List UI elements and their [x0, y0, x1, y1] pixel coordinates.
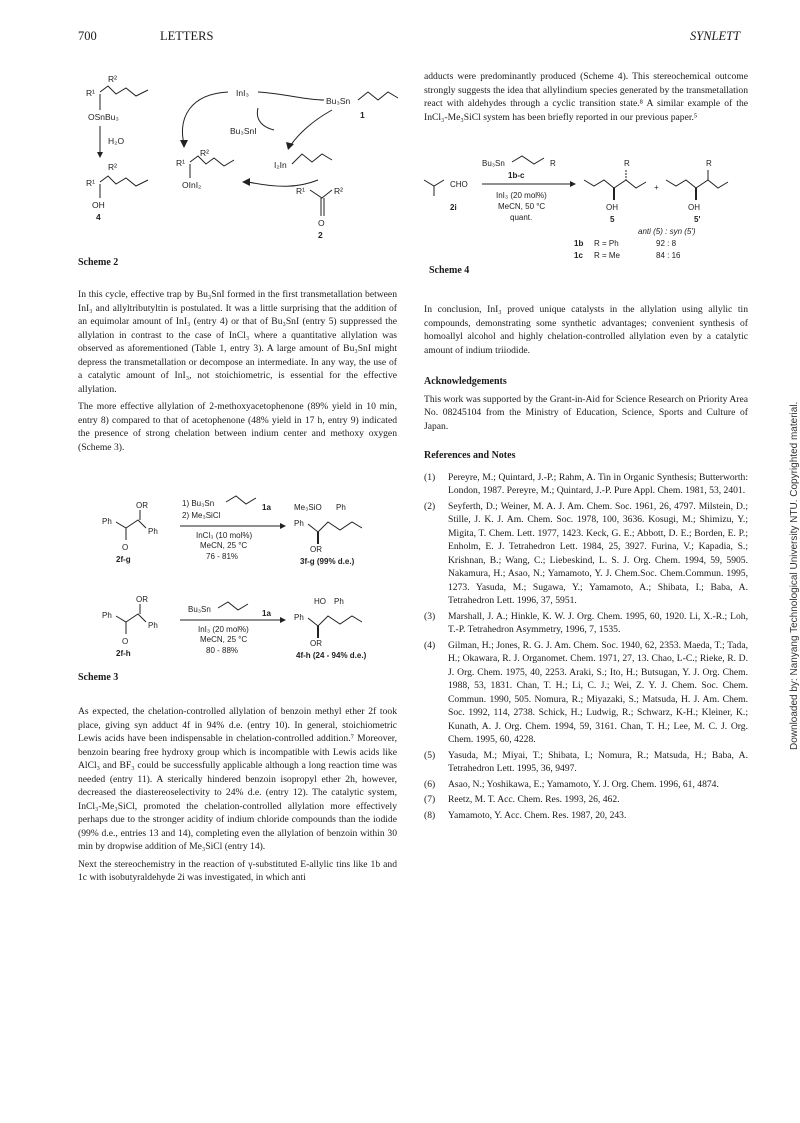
s3-top-prod-label: 3f-g (99% d.e.): [300, 557, 355, 566]
s4-row2-id: 1c: [574, 251, 583, 260]
s3-top-ph-b: Ph: [148, 527, 158, 536]
reference-text: Yasuda, M.; Miyai, T.; Shibata, I.; Nomura, R.; Matsuda, H.; Baba, A. Tetrahedron Lett. 1995, 36, 9497.: [448, 749, 748, 774]
s3-top-prod-or: OR: [310, 545, 322, 554]
s2-r1-d: R¹: [296, 186, 305, 196]
s2-cycle-arrow-left: [183, 92, 228, 144]
s4-cond1: InI₃ (20 mol%): [496, 191, 547, 200]
s4-cond2: MeCN, 50 °C: [498, 202, 546, 211]
s3-bot-ph-b: Ph: [148, 621, 158, 630]
acknowledgements-text: This work was supported by the Grant-in-Aid for Science Research on Priority Area No. 08245104 from the Ministry of Education, Science, Sports and Culture of Japan.: [424, 393, 748, 432]
s2-cycle-arrowhead-right: [286, 142, 294, 150]
scheme-4-diagram: [424, 152, 748, 264]
s3-bot-ph-c: Ph: [334, 597, 344, 606]
reference-list: [424, 471, 748, 823]
reference-item: [424, 639, 748, 747]
s4-p5b-oh: OH: [688, 203, 700, 212]
s3-bot-ph-d: Ph: [294, 613, 304, 622]
s3-bot-prod-label: 4f-h (24 - 94% d.e.): [296, 651, 367, 660]
journal-name: SYNLETT: [690, 29, 741, 43]
s2-allyl-sn: [358, 92, 398, 100]
s3-bot-prod: [308, 616, 362, 626]
s4-row2-sub: R = Me: [594, 251, 621, 260]
s4-ratio-header: anti (5) : syn (5'): [638, 227, 696, 236]
scheme-3-caption: Scheme 3: [78, 672, 119, 683]
s3-bot-or: OR: [136, 595, 148, 604]
right-para-1: adducts were predominantly produced (Scheme 4). This stereochemical outcome strongly suggests the idea that allylindium species generated by the transmetallation react with aldehydes through a cyclic transition state.⁸ A similar example of the InCl₃-Me₃SiCl system has been briefly reported in our previous paper.⁵: [424, 71, 748, 123]
s2-r1-b: R¹: [86, 178, 95, 188]
s2-allyl-in: [292, 154, 332, 164]
section-title: LETTERS: [160, 29, 214, 43]
right-column-bottom: [424, 303, 748, 824]
s2-arrow-h2o-head: [97, 152, 103, 158]
s2-allyl-b: [100, 176, 148, 186]
right-column-top: [424, 70, 748, 128]
s4-p5b-label: 5': [694, 215, 701, 224]
s3-bot-arrowhead: [280, 617, 286, 623]
s3-top-cond3: 76 - 81%: [206, 552, 239, 561]
s2-cycle-arrow-bottom: [248, 180, 318, 186]
s2-compound-4: 4: [96, 212, 101, 222]
s3-bot-o: O: [122, 637, 129, 646]
reference-item: [424, 809, 748, 823]
s3-bot-1a: 1a: [262, 609, 271, 618]
s4-cond3: quant.: [510, 213, 533, 222]
s2-bu3sn: Bu₃Sn: [326, 96, 351, 106]
s2-cycle-arrow-topright: [258, 92, 324, 100]
reference-item: [424, 610, 748, 637]
s3-top-me3sio: Me₃SiO: [294, 503, 322, 512]
s4-reagent-allyl: [512, 156, 544, 164]
reference-number: (2): [424, 500, 436, 512]
s4-p5b-r: R: [706, 159, 712, 168]
s3-bot-reagent: Bu₃Sn: [188, 605, 211, 614]
s3-top-sm: [116, 520, 146, 528]
s4-sm-label: 2i: [450, 203, 457, 212]
s3-bot-cond2: MeCN, 25 °C: [200, 635, 248, 644]
s3-top-o: O: [122, 543, 129, 552]
reference-number: (3): [424, 610, 436, 622]
left-para-3: As expected, the chelation-controlled allylation of benzoin methyl ether 2f took place, giving syn adduct 4f in 94% d.e. (entry 10). In general, stoichiometric Lewis acids have been indispensable in chelation-controlled addition.⁷ Moreover, benzoin bearing free hydroxy group which is incompatible with Lewis acids like AlCl₃ and BF₃ could be successfully applicable although a long reaction time was needed (entry 11). A sterically hindered benzoin isopropyl ether 2h, however, decreased the diastereoselectivity to 24% d.e. (entry 12). The catalytic system, InCl₃-Me₃SiCl, promoted the chelation-controlled allylation more effectively perhaps due to the stronger acidity of indium chloride compounds than the iodide (99% d.e., entries 13 and 14), completing even the allylation of benzoin within 30 min by dropwise addition of Me₃SiCl (entry 14).: [78, 706, 397, 852]
reference-text: Marshall, J. A.; Hinkle, K. W. J. Org. Chem. 1995, 60, 1920. Li, X.-R.; Loh, T.-P. Tetrahedron Asymmetry, 1996, 7, 1535.: [448, 610, 748, 635]
s2-allyl-c: [190, 156, 234, 166]
s4-reagent-label: 1b-c: [508, 171, 525, 180]
s2-oh: OH: [92, 200, 105, 210]
left-para-1: In this cycle, effective trap by Bu₃SnI formed in the first transmetallation between InI₃ and allyltributyltin is postulated. It was a little surprising that the addition of an equimolar amount of InI₃ (entry 4) or that of Bu₃SnI (entry 5) suppressed the allylation in contrast to the case of InCl₃ where a quantitative allylation was observed as aforementioned (Table 1, entry 3). A large amount of Bu₃SnI might depress the transmetallation or decompose an intermediate. In any way, the use of a catalytic amount of InI₃, not stoichiometric, is essential for the effective allylation.: [78, 289, 397, 395]
s4-row1-id: 1b: [574, 239, 584, 248]
download-watermark: [778, 360, 800, 750]
reference-item: [424, 471, 748, 498]
s3-top-ph-c: Ph: [336, 503, 346, 512]
s3-top-ph-a: Ph: [102, 517, 112, 526]
s4-row1-ratio: 92 : 8: [656, 239, 677, 248]
s2-r1-a: R¹: [86, 88, 95, 98]
reference-text: Asao, N.; Yoshikawa, E.; Yamamoto, Y. J. Org. Chem. 1996, 61, 4874.: [448, 778, 719, 790]
s2-i2in: I₂In: [274, 160, 287, 170]
s4-row1-sub: R = Ph: [594, 239, 619, 248]
s4-row2-ratio: 84 : 16: [656, 251, 681, 260]
s2-r2-b: R²: [108, 162, 117, 172]
reference-number: (8): [424, 809, 436, 821]
s2-cycle-arrowhead-bottom: [242, 178, 250, 186]
s3-top-1a: 1a: [262, 503, 271, 512]
s3-bot-ph-a: Ph: [102, 611, 112, 620]
s3-bot-prod-or: OR: [310, 639, 322, 648]
s4-plus: +: [654, 183, 659, 192]
s3-bot-cond1: InI₃ (20 mol%): [198, 625, 249, 634]
s3-top-sm-label: 2f-g: [116, 555, 131, 564]
reference-item: [424, 778, 748, 792]
scheme-2-caption: Scheme 2: [78, 257, 119, 268]
reference-text: Pereyre, M.; Quintard, J.-P.; Rahm, A. Tin in Organic Synthesis; Butterworth: London, 1987. Pereyre, M.; Quintard, J.-P. Pure Appl. Chem. 1981, 53, 2401.: [448, 471, 748, 496]
left-para-2: The more effective allylation of 2-methoxyacetophenone (89% yield in 10 min, entry 8) compared to that of acetophenone (48% yield in 17 h, entry 9) indicated the presence of strong chelation between indium center and methoxy oxygen (Scheme 3).: [78, 401, 397, 453]
s2-allyl-a: [100, 86, 148, 96]
s4-sm-skeleton: [424, 180, 444, 186]
s4-p5b-chain: [666, 180, 728, 188]
s3-top-ph-d: Ph: [294, 519, 304, 528]
page-number: 700: [78, 29, 97, 43]
watermark-text: Downloaded by: Nanyang Technological University NTU. Copyrighted material.: [789, 401, 800, 750]
s2-o: O: [318, 218, 325, 228]
s3-top-prod: [308, 522, 362, 532]
acknowledgements-title: Acknowledgements: [424, 376, 507, 387]
s4-reagent-r: R: [550, 159, 556, 168]
s2-cycle-arrowhead-left: [180, 140, 188, 148]
reference-text: Gilman, H.; Jones, R. G. J. Am. Chem. Soc. 1940, 62, 2353. Maeda, T.; Tada, H.; Okawara, R. J. Organomet. Chem. 1971, 27, 13. Chao, L-C.; Rieke, R. D. J. Org. Chem. 1975, 40, 2253. Araki, S.; Ito, H.; Butsugan, Y. J. Org. Chem. 1988, 53, 1831. Chan, T. H.; Li, C. J.; Wei, Z. Y. J. Chem. Soc. Chem. Commun. 1990, 505. Nomura, R.; Miyazaki, S.; Matsuda, H. J. Am. Chem. Soc. 1992, 114, 2738. Schick, H.; Ludwig, R.; Schwarz, K-H.; Kleiner, K.; Kunath, A. J. Org. Chem. 1994, 59, 3161. Chan, T. H.; Lee, M. C. J. Org. Chem. 1995, 60, 4228.: [448, 639, 748, 745]
reference-number: (5): [424, 749, 436, 761]
references-title: References and Notes: [424, 450, 516, 461]
s3-top-or: OR: [136, 501, 148, 510]
s4-p5-oh: OH: [606, 203, 618, 212]
s4-p5-label: 5: [610, 215, 615, 224]
s2-compound-1: 1: [360, 110, 365, 120]
s2-r2-d: R²: [334, 186, 343, 196]
s3-top-reagent2: 2) Me₃SiCl: [182, 511, 221, 520]
s2-ketone: [310, 190, 332, 198]
s3-bot-cond3: 80 - 88%: [206, 646, 239, 655]
s2-osnbu3: OSnBu₃: [88, 112, 119, 122]
reference-text: Seyferth, D.; Weiner, M. A. J. Am. Chem. Soc. 1961, 26, 4797. Milstein, D.; Stille, J. K. J. Am. Chem. Soc. 1978, 100, 3636. Kosugi, M.; Shimizu, Y.; Migita, T. Chem. Lett. 1977, 1423. Keck, G. E.; Abbott, D. E.; Borden, E. P.; Enholm, E. J. Tetrahedron Lett. 1984, 25, 3927. Furina, V.; Kapadia, S.; Krishnan, B.; Wang, C.; Liebeskind, L. S. J. Org. Chem. 1994, 59, 5905. Nakamura, H.; Asao, N.; Yamamoto, Y. J. Chem.Soc. Chem.Commun. 1995, 1273. Yasuda, M.; Sugawa, Y.; Yamamoto, A.; Shibata, I.; Baba, A. Tetrahedron Lett. 1996, 37, 5951.: [448, 500, 748, 606]
scheme-2-diagram: [78, 70, 408, 245]
s3-bot-sm-label: 2f-h: [116, 649, 131, 658]
s4-p5-r: R: [624, 159, 630, 168]
scheme-3-diagram: [96, 496, 396, 668]
s2-ini3: InI₃: [236, 88, 249, 98]
reference-number: (4): [424, 639, 436, 651]
reference-number: (1): [424, 471, 436, 483]
reference-text: Reetz, M. T. Acc. Chem. Res. 1993, 26, 462.: [448, 794, 620, 805]
reference-text: Yamamoto, Y. Acc. Chem. Res. 1987, 20, 243.: [448, 809, 627, 821]
s2-oini2: OInI₂: [182, 180, 202, 190]
s2-r2-c: R²: [200, 148, 209, 158]
reference-item: [424, 500, 748, 608]
s3-top-allyl: [226, 496, 256, 504]
scheme-4-caption: Scheme 4: [429, 265, 470, 276]
s2-compound-2: 2: [318, 230, 323, 240]
s2-h2o: H₂O: [108, 136, 125, 146]
reference-number: (6): [424, 778, 436, 790]
s3-top-arrowhead: [280, 523, 286, 529]
left-para-4: Next the stereochemistry in the reaction of γ-substituted E-allylic tins like 1b and 1c with isobutyraldehyde 2i was investigated, in which anti: [78, 858, 397, 883]
reference-item: [424, 749, 748, 776]
reference-number: (7): [424, 794, 436, 805]
s2-r1-c: R¹: [176, 158, 185, 168]
left-column-bottom: [78, 705, 397, 889]
s3-bot-allyl: [218, 602, 248, 610]
right-para-2: In conclusion, InI₃ proved unique catalysts in the allylation using allylic tin compounds, demonstrating some synthetic advantages; convenient synthesis of homoallyl alcohol and highly chelation-controlled allylation even by a catalytic amount of indium triiodide.: [424, 304, 748, 356]
s4-cho: CHO: [450, 180, 468, 189]
s3-top-cond2: MeCN, 25 °C: [200, 541, 248, 550]
s3-bot-ho: HO: [314, 597, 326, 606]
s2-bu3sni: Bu₃SnI: [230, 126, 257, 136]
s4-reagent: Bu₃Sn: [482, 159, 505, 168]
s3-top-reagent1: 1) Bu₃Sn: [182, 499, 215, 508]
reference-item: [424, 793, 748, 807]
s3-top-cond1: InCl₃ (10 mol%): [196, 531, 253, 540]
s4-arrowhead: [570, 181, 576, 187]
s2-cycle-arrow-bsni: [257, 108, 274, 130]
left-column-top: [78, 288, 397, 458]
s2-cycle-arrow-right: [290, 110, 332, 146]
s2-r2-a: R²: [108, 74, 117, 84]
s4-p5-chain: [584, 180, 646, 188]
s3-bot-sm: [116, 614, 146, 622]
